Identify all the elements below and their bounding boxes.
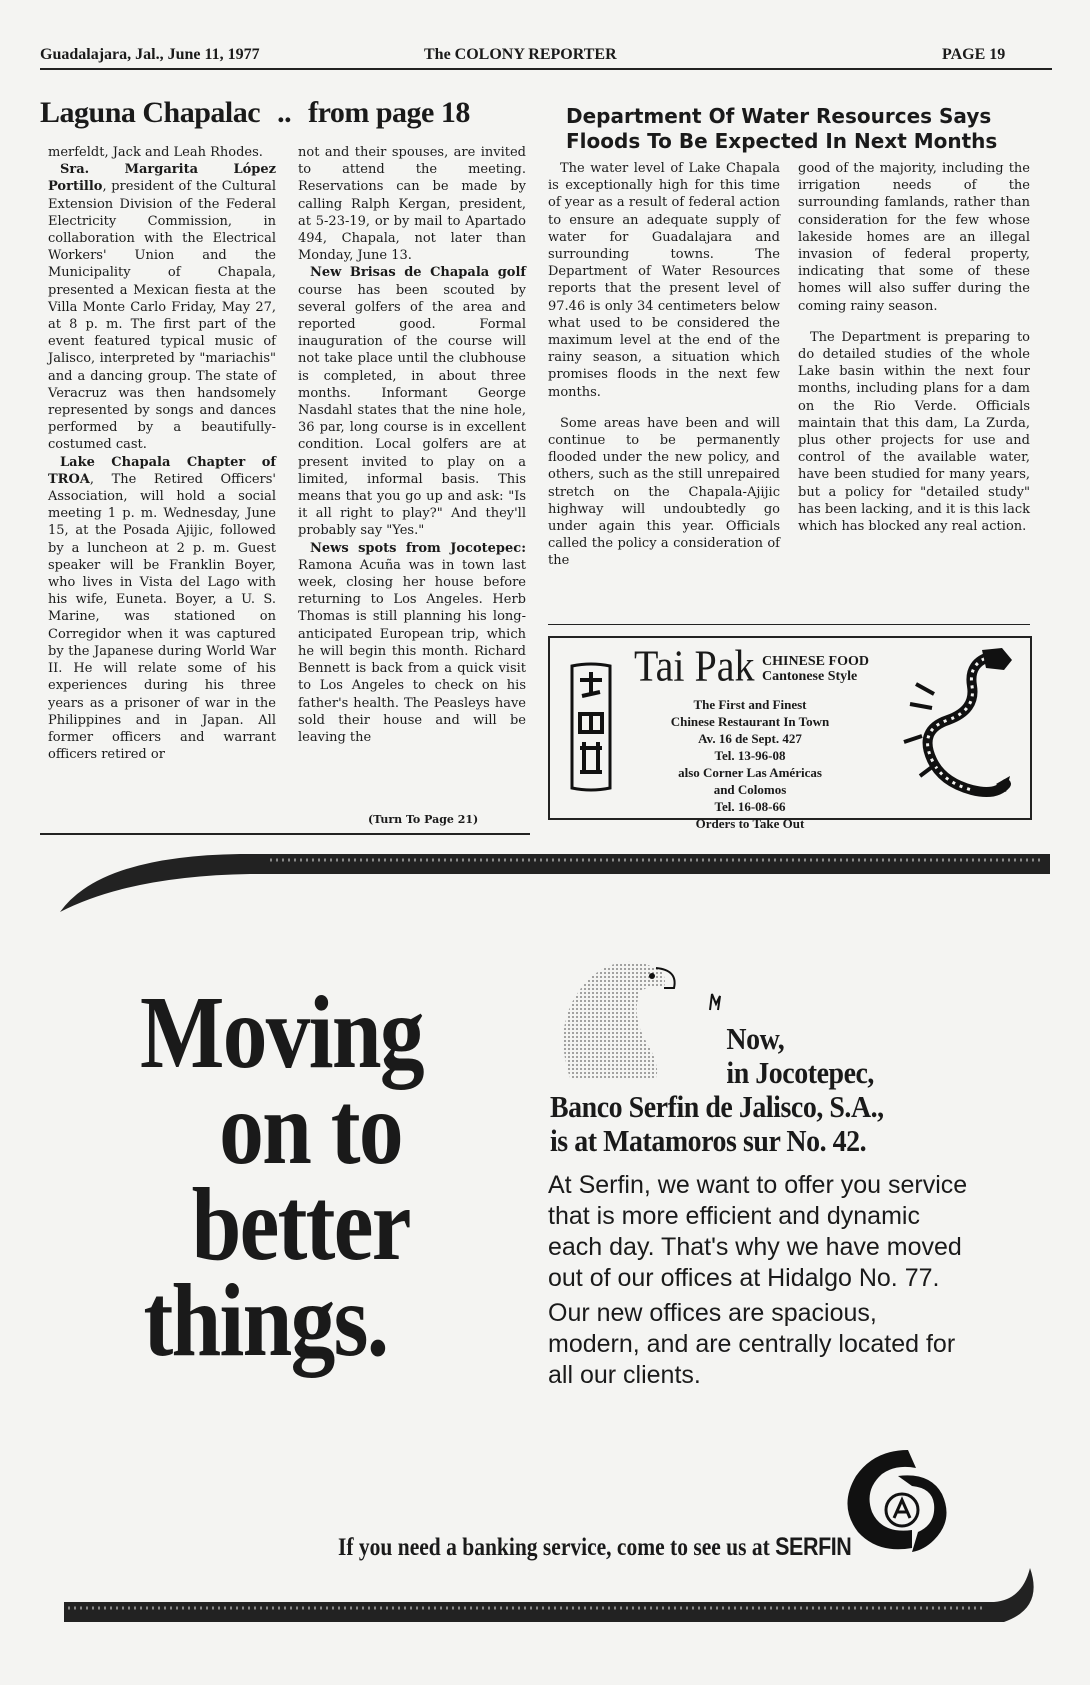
taipak-ad <box>548 636 1032 831</box>
water-column-2 <box>798 160 1030 535</box>
laguna-column-2 <box>298 144 526 746</box>
taipak-tag1: CHINESE FOOD <box>762 654 869 669</box>
taipak-line8: Orders to Take Out <box>695 816 805 831</box>
laguna-headline-sep: .. <box>277 96 292 129</box>
water-bottom-rule <box>548 624 1030 625</box>
dateline: Guadalajara, Jal., June 11, 1977 <box>40 46 260 63</box>
serfin-body <box>548 1170 968 1391</box>
jump-line: (Turn To Page 21) <box>368 813 479 826</box>
laguna-p3: not and their spouses, are invited to attend the meeting. Reservations can be made by calling Ralph Kergan, president, at 5-23-19, or by mail to Apartado 494, Chapala, not later than Monday, June 13. <box>298 145 526 264</box>
laguna-p1 <box>48 161 276 453</box>
laguna-p2-text: , The Retired Officers' Association, will hold a social meeting 1 p. m. Wednesday, June 15, at the Posada Ajijic, followed by a luncheon at 2 p. m. Guest speaker will be Franklin Boyer, who lives in Vista del Lago with his wife, Euneta. Boyer, a U. S. Marine, was stationed on Corregidor when it was captured by the Japanese during World War II. He will relate some of his experiences during his three years as a prisoner of war in the Philippines and in Japan. All former officers and warrant officers retired or <box>48 471 276 763</box>
water-column-1 <box>548 160 780 570</box>
laguna-headline-right: from page 18 <box>308 96 470 129</box>
serfin-tagline <box>338 1533 851 1562</box>
laguna-p1-lead: Sra. Margarita López Portillo <box>48 162 276 195</box>
laguna-headline-left: Laguna Chapalac <box>40 96 261 129</box>
laguna-p5 <box>298 540 526 746</box>
big-line2: on to <box>219 1071 402 1186</box>
taipak-line7: Tel. 16-08-66 <box>714 799 786 814</box>
taipak-name: Tai Pak <box>634 640 755 691</box>
serfin-logo-icon <box>838 1446 952 1554</box>
laguna-bottom-rule <box>40 833 530 835</box>
big-line3: better <box>191 1167 410 1282</box>
serfin-body2: Our new offices are spacious, modern, and are centrally located for all our clients. <box>548 1299 956 1389</box>
taipak-line6: and Colomos <box>713 782 787 797</box>
laguna-p4 <box>298 264 526 539</box>
taipak-line5: also Corner Las Américas <box>678 765 822 780</box>
serfin-headline <box>550 1022 1018 1158</box>
dragon-icon <box>896 644 1024 812</box>
water-p4: The Department is preparing to do detailed studies of the whole Lake basin within the next four months, including plans for a dam on the Rio Verde. Officials maintain that this dam, La Zurda, plus other projects for use and control of the available water, have been studied for many years, but a policy for "detailed study" has been lacking, and it is this lack which has blocked any real action. <box>798 329 1031 535</box>
laguna-p2-lead: Lake Chapala Chapter of TROA <box>48 454 276 487</box>
taipak-tag2: Cantonese Style <box>762 669 858 684</box>
water-p2: Some areas have been and will continue to be permanently flooded under the new policy, and others, such as the still unrepaired stretch on the Chapala-Ajijic highway will undoubtedly go under again this year. Officials called the policy a consideration of the <box>548 415 780 569</box>
laguna-headline <box>40 96 540 130</box>
laguna-p4-lead: New Brisas de Chapala golf <box>310 265 526 281</box>
laguna-p5-text: Ramona Acuña was in town last week, closing her house before returning to Los Angeles. Herb Thomas is still planning his long-anticipated European trip, which he will begin this month. Richard Bennett is back from a quick visit to Los Angeles to check on his father's health. The Peasleys have sold their house and will be leaving the <box>298 557 526 745</box>
laguna-p1-text: , president of the Cultural Extension Division of the Federal Electricity Commission, in collaboration with the Electrical Workers' Union and the Municipality of Chapala, presented a Mexican fiesta at the Villa Monte Carlo Friday, May 27, at 8 p. m. The first part of the event featured typical music of Jalisco, interpreted by "mariachis" and a dancing group. The state of Veracruz was then handsomely represented by songs and dances performed by a beautifully-costumed cast. <box>48 179 276 453</box>
taipak-details <box>620 696 880 832</box>
water-p1: The water level of Lake Chapala is exceptionally high for this time of year as a result of federal action to ensure an adequate supply of water for Guadalajara and surrounding towns. The Department of Water Resources reports that the present level of 97.46 is only 34 centimeters below what used to be considered the maximum level at the end of the rainy season, a situation which promises floods in the next few months. <box>548 161 780 400</box>
water-headline-line1: Department Of Water Resources Says <box>566 104 992 128</box>
serfin-head2: in Jocotepec, <box>726 1055 874 1090</box>
laguna-p5-lead: News spots from Jocotepec: <box>310 540 526 556</box>
big-line4: things. <box>143 1263 388 1378</box>
serfin-head4: is at Matamoros sur No. 42. <box>550 1123 867 1158</box>
water-p3: good of the majority, including the irrigation needs of the surrounding famlands, rather than consideration for the few whose lakeside homes are an illegal invasion of federal property, indicating that some of these homes will also suffer during the coming rainy season. <box>798 161 1030 314</box>
chinese-seal-icon <box>568 662 614 792</box>
big-line1: Moving <box>140 975 423 1090</box>
bottom-swoosh <box>54 1560 1054 1630</box>
moving-headline <box>140 975 553 1378</box>
taipak-line3: Av. 16 de Sept. 427 <box>698 731 802 746</box>
serfin-logo-text: SERFIN <box>775 1533 852 1561</box>
taipak-line1: The First and Finest <box>693 697 807 712</box>
laguna-column-1 <box>48 144 276 763</box>
top-swoosh <box>40 850 1060 914</box>
tagline-text: If you need a banking service, come to see us at <box>338 1534 770 1561</box>
serfin-body1: At Serfin, we want to offer you service that is more efficient and dynamic each day. That's why we have moved out of our offices at Hidalgo No. 77. <box>548 1171 968 1292</box>
serfin-head3: Banco Serfin de Jalisco, S.A., <box>550 1089 884 1124</box>
header-rule <box>40 68 1052 70</box>
laguna-p4-text: course has been scouted by several golfers of the area and reported good. Formal inauguration of the course will not take place until the clubhouse is completed, in about three months. Informant George Nasdahl states that the nine hole, 36 par, long course is in excellent condition. Local golfers are at present invited to play on a limited, informal basis. This means that you go up and ask: "Is it all right to play?" And they'll probably say "Yes." <box>298 282 526 539</box>
taipak-tags <box>762 654 869 684</box>
taipak-line2: Chinese Restaurant In Town <box>670 714 830 729</box>
laguna-p2 <box>48 454 276 764</box>
paper-name: The COLONY REPORTER <box>424 46 617 63</box>
laguna-p0: merfeldt, Jack and Leah Rhodes. <box>48 145 263 160</box>
water-headline-line2: Floods To Be Expected In Next Months <box>566 129 998 153</box>
taipak-line4: Tel. 13-96-08 <box>714 748 786 763</box>
page-number: PAGE 19 <box>942 46 1006 63</box>
serfin-head1: Now, <box>726 1021 785 1056</box>
water-headline <box>566 104 1046 154</box>
